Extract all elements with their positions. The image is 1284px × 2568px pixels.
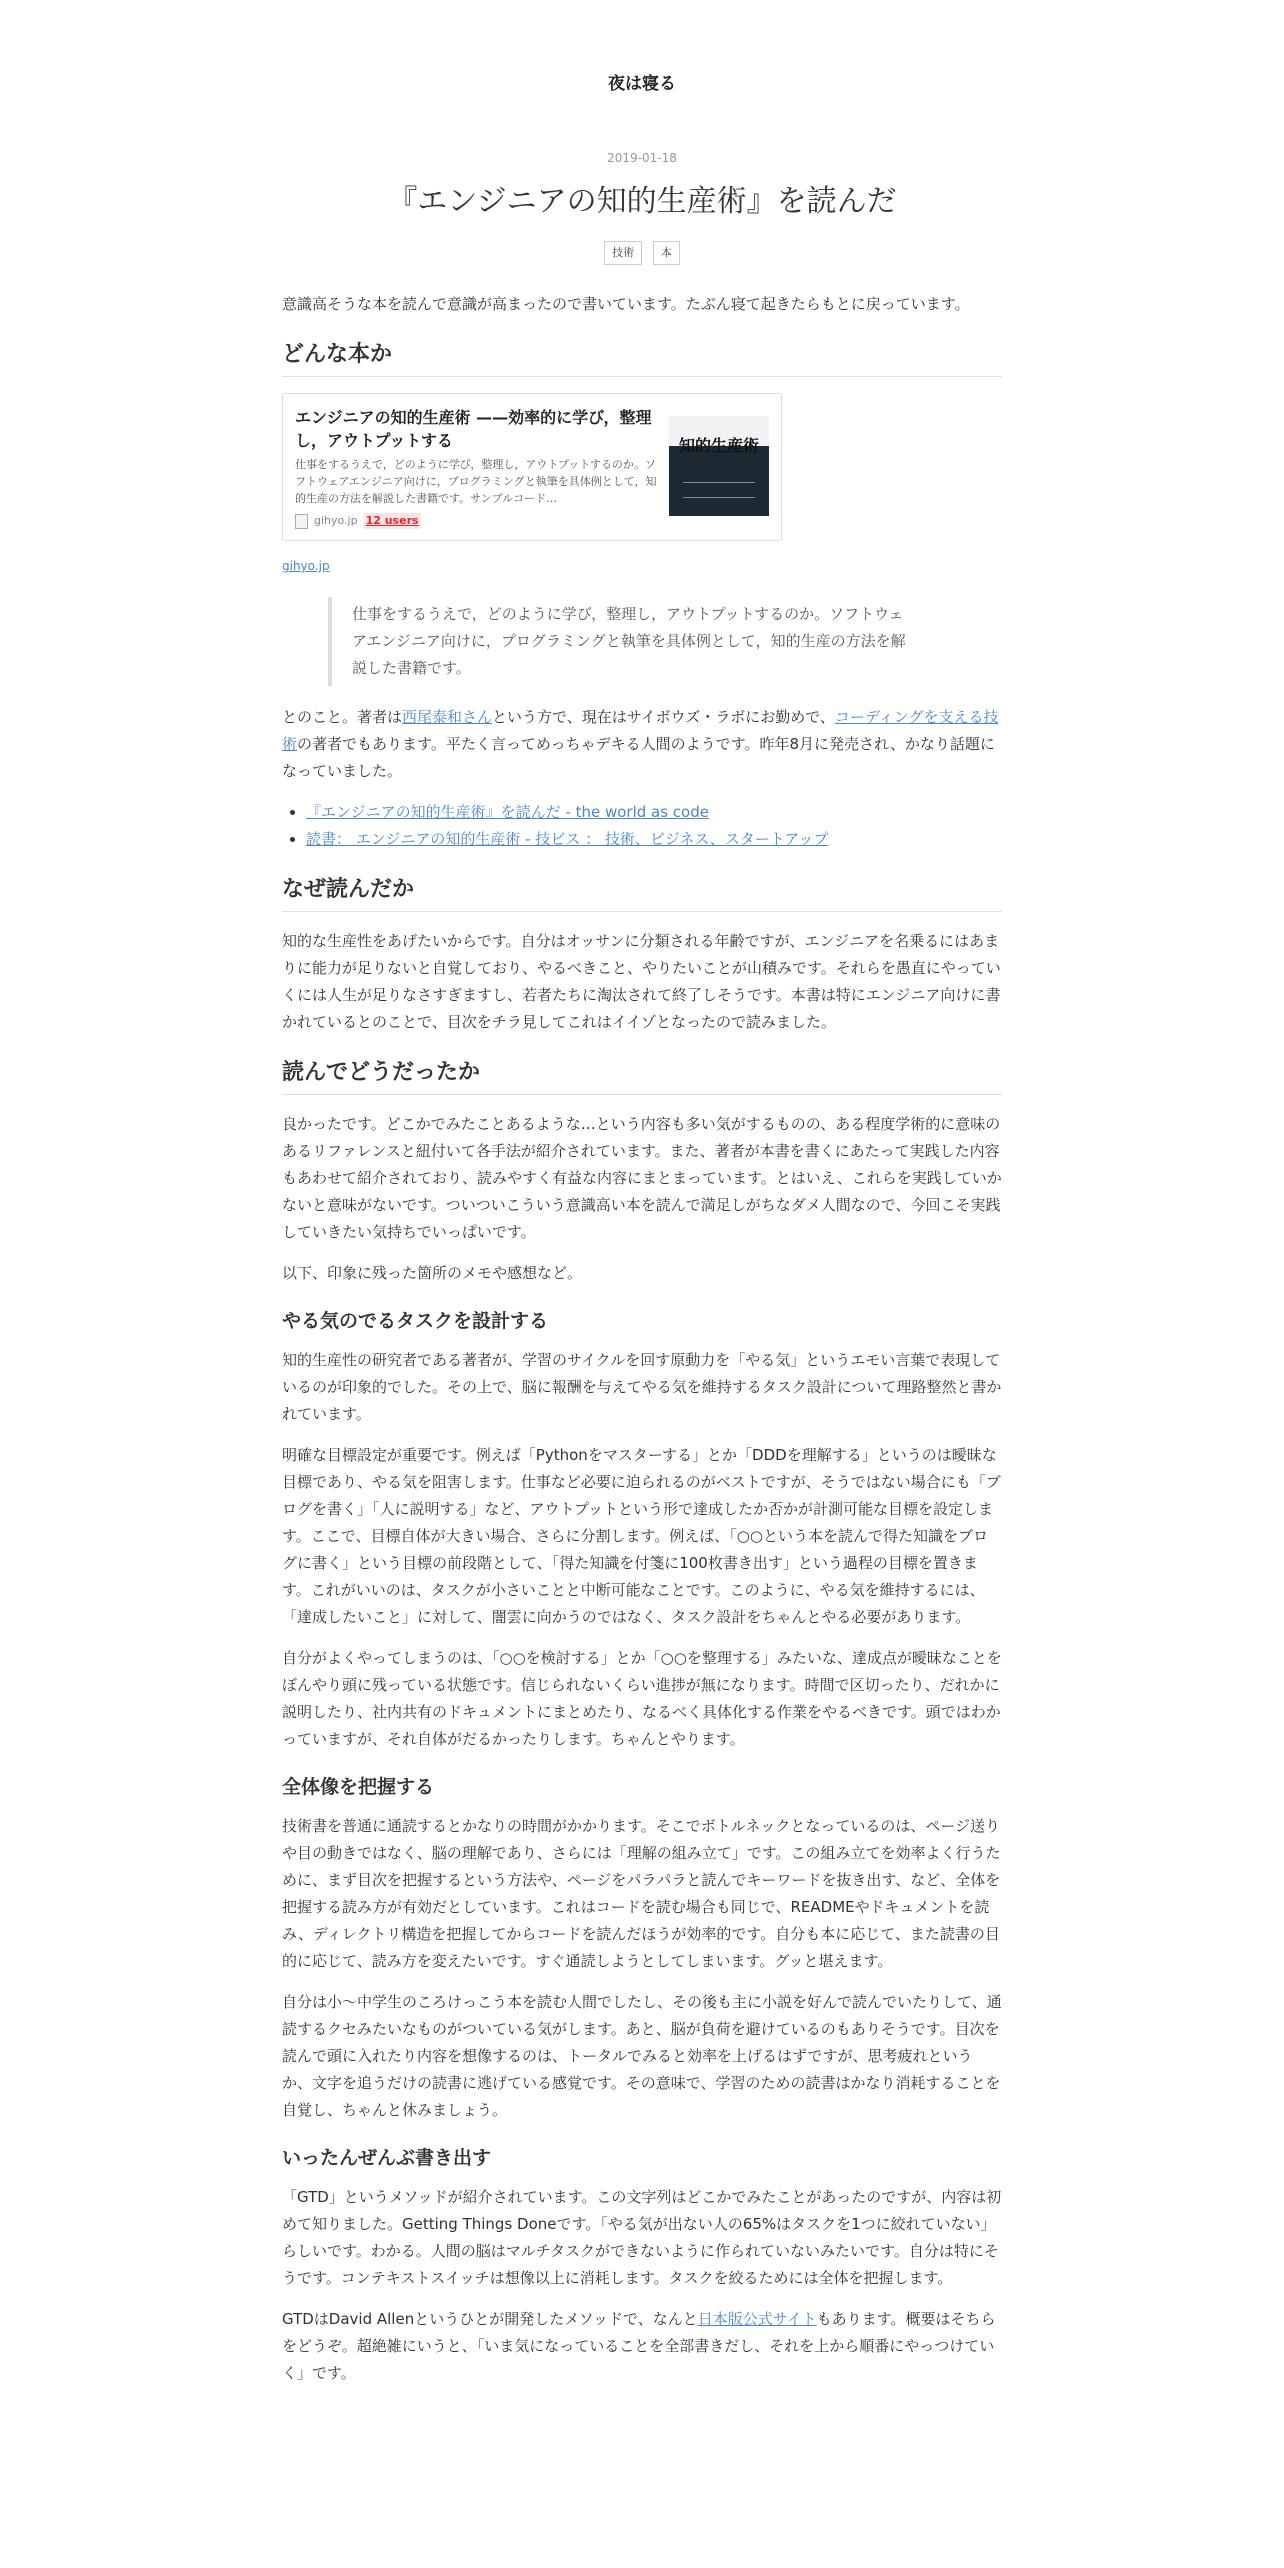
tag-tech[interactable]: 技術	[604, 241, 642, 265]
card-title[interactable]: エンジニアの知的生産術 ——効率的に学び，整理し，アウトプットする	[295, 408, 652, 450]
heading-how-was-it: 読んでどうだったか	[282, 1058, 1002, 1095]
why-paragraph: 知的な生産性をあげたいからです。自分はオッサンに分類される年齢ですが、エンジニアを名乗るにはあまりに能力が足りないと自覚しており、やるべきこと、やりたいことが山積みです。それらを愚直にやっていくには人生が足りなさすぎますし、若者たちに淘汰されて終了しそうです。本書は特にエンジニア向けに書かれているとのことで、目次をチラ見してこれはイイゾとなったので読みました。	[282, 932, 1001, 1031]
task-paragraph-2: 明確な目標設定が重要です。例えば「Pythonをマスターする」とか「DDDを理解する」というのは曖昧な目標であり、やる気を阻害します。仕事など必要に迫られるのがベストですが、そうではない場合にも「ブログを書く」「人に説明する」など、アウトプットという形で達成したか否かが計測可能な目標を設定します。ここで、目標自体が大きい場合、さらに分割します。例えば、「○○という本を読んで得た知識をブログに書く」という目標の前段階として、「得た知識を付箋に100枚書き出す」という過程の目標を置きます。これがいいのは、タスクが小さいことと中断可能なことです。このように、やる気を維持するには、「達成したいこと」に対して、闇雲に向かうのではなく、タスク設計をちゃんとやる必要があります。	[282, 1446, 1001, 1626]
list-item	[306, 799, 1002, 826]
source-link[interactable]: gihyo.jp	[282, 559, 330, 573]
book-cover-thumbnail[interactable]	[669, 416, 769, 516]
related-link-1[interactable]: 『エンジニアの知的生産術』を読んだ - the world as code	[306, 803, 709, 821]
gtd-paragraph-2: GTDはDavid Allenというひとが開発したメソッドで、なんと日本版公式サイトもあります。概要はそちらをどうぞ。超絶雑にいうと、「いま気になっていることを全部書きだし、それを上から順番にやっつけていく」です。	[282, 2310, 996, 2382]
card-domain: gihyo.jp	[314, 514, 358, 527]
how-paragraph: 良かったです。どこかでみたことあるような…という内容も多い気がするものの、ある程度学術的に意味のあるリファレンスと紐付いて各手法が紹介されています。また、著者が本書を書くにあたって実践した内容もあわせて紹介されており、読みやすく有益な内容にまとまっています。とはいえ、これらを実践していかないと意味がないです。ついついこういう意識高い本を読んで満足しがちなダメ人間なので、今回こそ実践していきたい気持ちでいっぱいです。	[282, 1115, 1002, 1241]
tag-list	[0, 238, 1284, 265]
thumb-title: 知的生産術	[678, 435, 759, 455]
heading-what-book: どんな本か	[282, 340, 1002, 377]
author-link[interactable]: 西尾泰和さん	[402, 708, 493, 726]
heading-gtd: いったんぜんぶ書き出す	[282, 2147, 492, 2169]
whole-paragraph-2: 自分は小～中学生のころけっこう本を読む人間でしたし、その後も主に小説を好んで読んでいたりして、通読するクセみたいなものがついている気がします。あと、脳が負荷を避けているのもありそうです。目次を読んで頭に入れたり内容を想像するのは、トータルでみると効率を上げるはずですが、思考疲れというか、文字を追うだけの読書に逃げている感覚です。その意味で、学習のための読書はかなり消耗することを自覚し、ちゃんと休みましょう。	[282, 1993, 1002, 2119]
document-icon	[295, 514, 308, 529]
intro-paragraph: 意識高そうな本を読んで意識が高まったので書いています。たぶん寝て起きたらもとに戻っています。	[282, 295, 970, 313]
coding-book-link[interactable]: コーディングを支える技術	[282, 708, 999, 753]
post-title: 『エンジニアの知的生産術』を読んだ	[387, 184, 897, 219]
post-date: 2019-01-18	[607, 151, 677, 165]
site-title[interactable]: 夜は寝る	[608, 74, 676, 94]
heading-whole-picture: 全体像を把握する	[282, 1776, 435, 1798]
article-body	[282, 265, 1002, 2387]
list-item	[306, 826, 1002, 853]
task-paragraph-1: 知的生産性の研究者である著者が、学習のサイクルを回す原動力を「やる気」というエモい言葉で表現しているのが印象的でした。その上で、脳に報酬を与えてやる気を維持するタスク設計について理路整然と書かれています。	[282, 1351, 1002, 1423]
task-paragraph-3: 自分がよくやってしまうのは、「○○を検討する」とか「○○を整理する」みたいな、達成点が曖昧なことをぼんやり頭に残っている状態です。信じられないくらい進捗が無になります。時間で区切ったり、だれかに説明したり、社内共有のドキュメントにまとめたり、なるべく具体化する作業をやるべきです。頭ではわかっていますが、それ自体がだるかったりします。ちゃんとやります。	[282, 1649, 1002, 1748]
book-quote: 仕事をするうえで，どのように学び，整理し，アウトプットするのか。ソフトウェアエンジニア向けに，プログラミングと執筆を具体例として，知的生産の方法を解説した書籍です。	[328, 597, 932, 686]
gtd-official-site-link[interactable]: 日本版公式サイト	[697, 2310, 817, 2328]
gtd-paragraph-1: 「GTD」というメソッドが紹介されています。この文字列はどこかでみたことがあったのですが、内容は初めて知りました。Getting Things Doneです。「やる気が出ない人の65%はタスクを1つに絞れていない」らしいです。わかる。人間の脳はマルチタスクができないように作られていないみたいです。自分は特にそうです。コンテキストスイッチは想像以上に消耗します。タスクを絞るためには全体を把握します。	[282, 2188, 1002, 2287]
bookmark-users-badge[interactable]: 12 users	[365, 514, 419, 527]
tag-book[interactable]: 本	[653, 241, 680, 265]
memo-paragraph: 以下、印象に残った箇所のメモや感想など。	[282, 1264, 583, 1282]
related-links	[282, 799, 1002, 853]
heading-task-design: やる気のでるタスクを設計する	[282, 1310, 549, 1332]
author-paragraph: とのこと。著者は西尾泰和さんという方で、現在はサイボウズ・ラボにお勤めで、コーディングを支える技術の著者でもあります。平たく言ってめっちゃデキる人間のようです。昨年8月に発売され、かなり話題になっていました。	[282, 708, 999, 780]
book-embed-card[interactable]	[282, 393, 782, 541]
card-description: 仕事をするうえで，どのように学び，整理し，アウトプットするのか。ソフトウェアエンジニア向けに，プログラミングと執筆を具体例として，知的生産の方法を解説した書籍です。サンプルコード…	[295, 458, 657, 505]
heading-why-read: なぜ読んだか	[282, 875, 1002, 912]
related-link-2[interactable]: 読書： エンジニアの知的生産術 - 技ビス ： 技術、ビジネス、スタートアップ	[306, 830, 829, 848]
whole-paragraph-1: 技術書を普通に通読するとかなりの時間がかかります。そこでボトルネックとなっているのは、ページ送りや目の動きではなく、脳の理解であり、さらには「理解の組み立て」です。この組み立てを効率よく行うために、まず目次を把握するという方法や、ページをパラパラと読んでキーワードを抜き出す、など、全体を把握する読み方が有効だとしています。これはコードを読む場合も同じで、READMEやドキュメントを読み、ディレクトリ構造を把握してからコードを読んだほうが効率的です。自分も本に応じて、また読書の目的に応じて、読み方を変えたいです。すぐ通読しようとしてしまいます。グッと堪えます。	[282, 1817, 1001, 1970]
